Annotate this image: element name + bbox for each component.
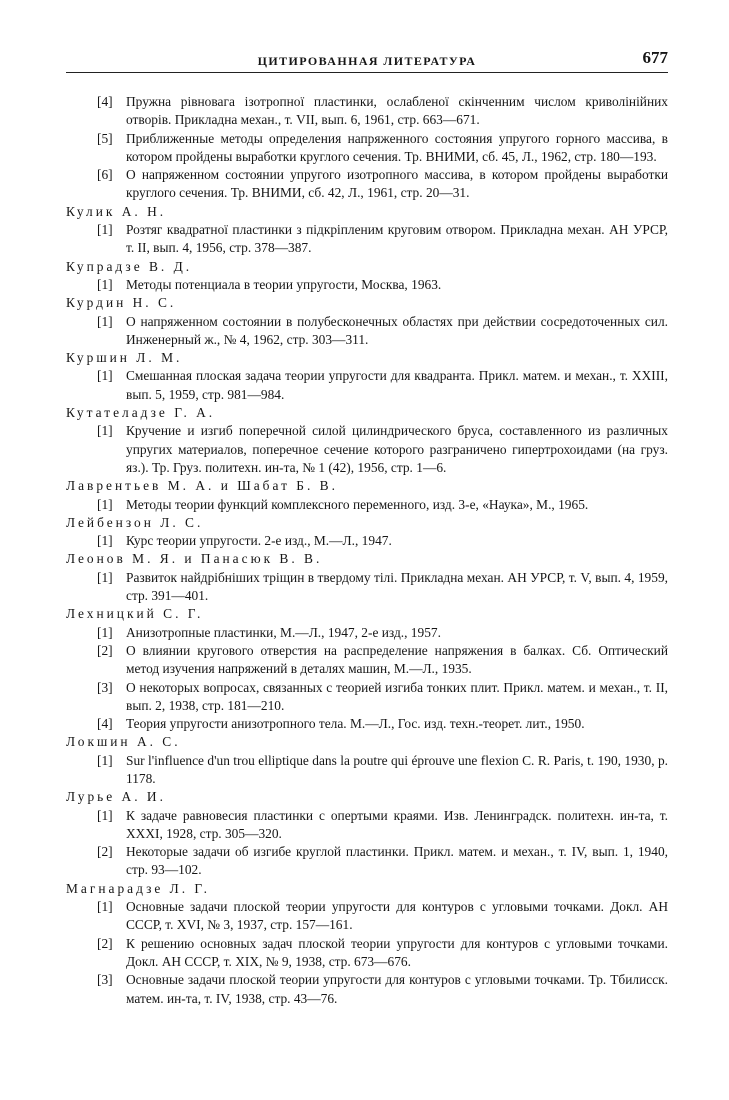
reference-number: [1]: [97, 222, 113, 238]
author-name: Лехницкий С. Г.: [66, 606, 204, 622]
reference-item: [66, 752, 668, 789]
author-name: Купрадзе В. Д.: [66, 258, 193, 274]
reference-text: Приближенные методы определения напряженного состояния упругого горного массива, в котором пройдены выработки круглого сечения. Тр. ВНИМИ, сб. 45, Л., 1962, стр. 180—193.: [126, 130, 668, 164]
reference-text: К задаче равновесия пластинки с опертыми краями. Изв. Ленинградск. политехн. ин-та, т. XXXI, 1928, стр. 305—320.: [126, 807, 668, 841]
author-name: Локшин А. С.: [66, 734, 181, 750]
reference-number: [1]: [97, 899, 113, 915]
reference-item: [66, 532, 668, 550]
reference-number: [2]: [97, 844, 113, 860]
reference-text: О некоторых вопросах, связанных с теорией изгиба тонких плит. Прикл. матем. и механ., т. II, вып. 2, 1938, стр. 181—210.: [126, 679, 668, 713]
reference-text: Курс теории упругости. 2-е изд., М.—Л., 1947.: [126, 533, 392, 549]
author-name: Лейбензон Л. С.: [66, 514, 204, 530]
reference-item: [66, 166, 668, 203]
reference-item: [66, 898, 668, 935]
reference-item: [66, 313, 668, 350]
reference-number: [1]: [97, 313, 113, 329]
reference-number: [1]: [97, 423, 113, 439]
reference-number: [1]: [97, 496, 113, 512]
bibliography-list: [66, 93, 668, 1008]
reference-item: [66, 496, 668, 514]
reference-number: [6]: [97, 167, 113, 183]
reference-text: О напряженном состоянии упругого изотропного массива, в котором пройдены выработки круглого сечения. Тр. ВНИМИ, сб. 42, Л., 1961, стр. 20—31.: [126, 167, 668, 201]
reference-number: [1]: [97, 276, 113, 292]
reference-text: Кручение и изгиб поперечной силой цилиндрического бруса, составленного из различных упругих материалов, поперечное сечение которого разграничено гипертрохоидами (на груз. яз.). Тр. Груз. политехн. ин-та, № 1 (42), 1956, стр. 1—6.: [126, 423, 668, 475]
reference-text: Розтяг квадратної пластинки з підкріпленим круговим отвором. Прикладна механ. АН УРСР, т. II, вып. 4, 1956, стр. 378—387.: [126, 222, 668, 256]
reference-text: Пружна рівновага ізотропної пластинки, ослабленої скінченним числом криволінійних отворів. Прикладна механ., т. VII, вып. 6, 1961, стр. 663—671.: [126, 94, 668, 128]
reference-number: [2]: [97, 642, 113, 658]
reference-number: [5]: [97, 130, 113, 146]
author-name: Лаврентьев М. А. и Шабат Б. В.: [66, 478, 338, 494]
reference-number: [1]: [97, 533, 113, 549]
author-name: Куршин Л. М.: [66, 350, 183, 366]
reference-item: [66, 221, 668, 258]
reference-number: [1]: [97, 368, 113, 384]
reference-number: [1]: [97, 624, 113, 640]
reference-number: [1]: [97, 569, 113, 585]
author-name: Магнарадзе Л. Г.: [66, 880, 211, 896]
author-name: Леонов М. Я. и Панасюк В. В.: [66, 551, 323, 567]
reference-number: [3]: [97, 972, 113, 988]
reference-item: [66, 93, 668, 130]
reference-item: [66, 971, 668, 1008]
reference-number: [1]: [97, 807, 113, 823]
reference-text: К решению основных задач плоской теории упругости для контуров с угловыми точками. Докл. АН СССР, т. XIX, № 9, 1938, стр. 673—676.: [126, 935, 668, 969]
reference-text: Sur l'influence d'un trou elliptique dans la poutre qui éprouve une flexion C. R. Paris, t. 190, 1930, p. 1178.: [126, 752, 668, 786]
reference-text: Некоторые задачи об изгибе круглой пластинки. Прикл. матем. и механ., т. IV, вып. 1, 1940, стр. 93—102.: [126, 844, 668, 878]
author-name: Кулик А. Н.: [66, 203, 167, 219]
reference-item: [66, 843, 668, 880]
reference-item: [66, 642, 668, 679]
author-name: Кутателадзе Г. А.: [66, 405, 216, 421]
reference-item: [66, 715, 668, 733]
author-name: Лурье А. И.: [66, 789, 166, 805]
reference-text: Основные задачи плоской теории упругости для контуров с угловыми точками. Тр. Тбилисск. матем. ин-та, т. IV, 1938, стр. 43—76.: [126, 972, 668, 1006]
reference-item: [66, 807, 668, 844]
author-name: Курдин Н. С.: [66, 295, 177, 311]
reference-text: О влиянии кругового отверстия на распределение напряжения в балках. Сб. Оптический метод изучения напряжений в деталях машин, М.—Л., 1935.: [126, 642, 668, 677]
reference-number: [2]: [97, 935, 113, 951]
reference-text: Методы потенциала в теории упругости, Москва, 1963.: [126, 276, 442, 292]
reference-text: Теория упругости анизотропного тела. М.—Л., Гос. изд. техн.-теорет. лит., 1950.: [126, 716, 585, 732]
page-number: 677: [642, 48, 668, 67]
reference-item: [66, 130, 668, 167]
reference-text: Смешанная плоская задача теории упругости для квадранта. Прикл. матем. и механ., т. XXIII, вып. 5, 1959, стр. 981—984.: [126, 368, 668, 402]
reference-number: [1]: [97, 752, 113, 768]
reference-number: [4]: [97, 716, 113, 732]
reference-item: [66, 624, 668, 642]
reference-text: О напряженном состоянии в полубесконечных областях при действии сосредоточенных сил. Инженерный ж., № 4, 1962, стр. 303—311.: [126, 313, 668, 347]
reference-item: [66, 367, 668, 404]
reference-item: [66, 276, 668, 294]
running-header: [66, 48, 668, 73]
reference-item: [66, 935, 668, 972]
reference-number: [3]: [97, 679, 113, 695]
reference-text: Анизотропные пластинки, М.—Л., 1947, 2-е изд., 1957.: [126, 624, 441, 640]
reference-text: Развиток найдрібніших тріщин в твердому тілі. Прикладна механ. АН УРСР, т. V, вып. 4, 1959, стр. 391—401.: [126, 569, 668, 604]
reference-item: [66, 679, 668, 716]
reference-text: Методы теории функций комплексного переменного, изд. 3-е, «Наука», М., 1965.: [126, 496, 589, 512]
reference-number: [4]: [97, 94, 113, 109]
section-title: ЦИТИРОВАННАЯ ЛИТЕРАТУРА: [257, 54, 477, 68]
reference-item: [66, 569, 668, 606]
reference-text: Основные задачи плоской теории упругости для контуров с угловыми точками. Докл. АН СССР, т. XVI, № 3, 1937, стр. 157—161.: [126, 899, 668, 933]
reference-item: [66, 422, 668, 477]
